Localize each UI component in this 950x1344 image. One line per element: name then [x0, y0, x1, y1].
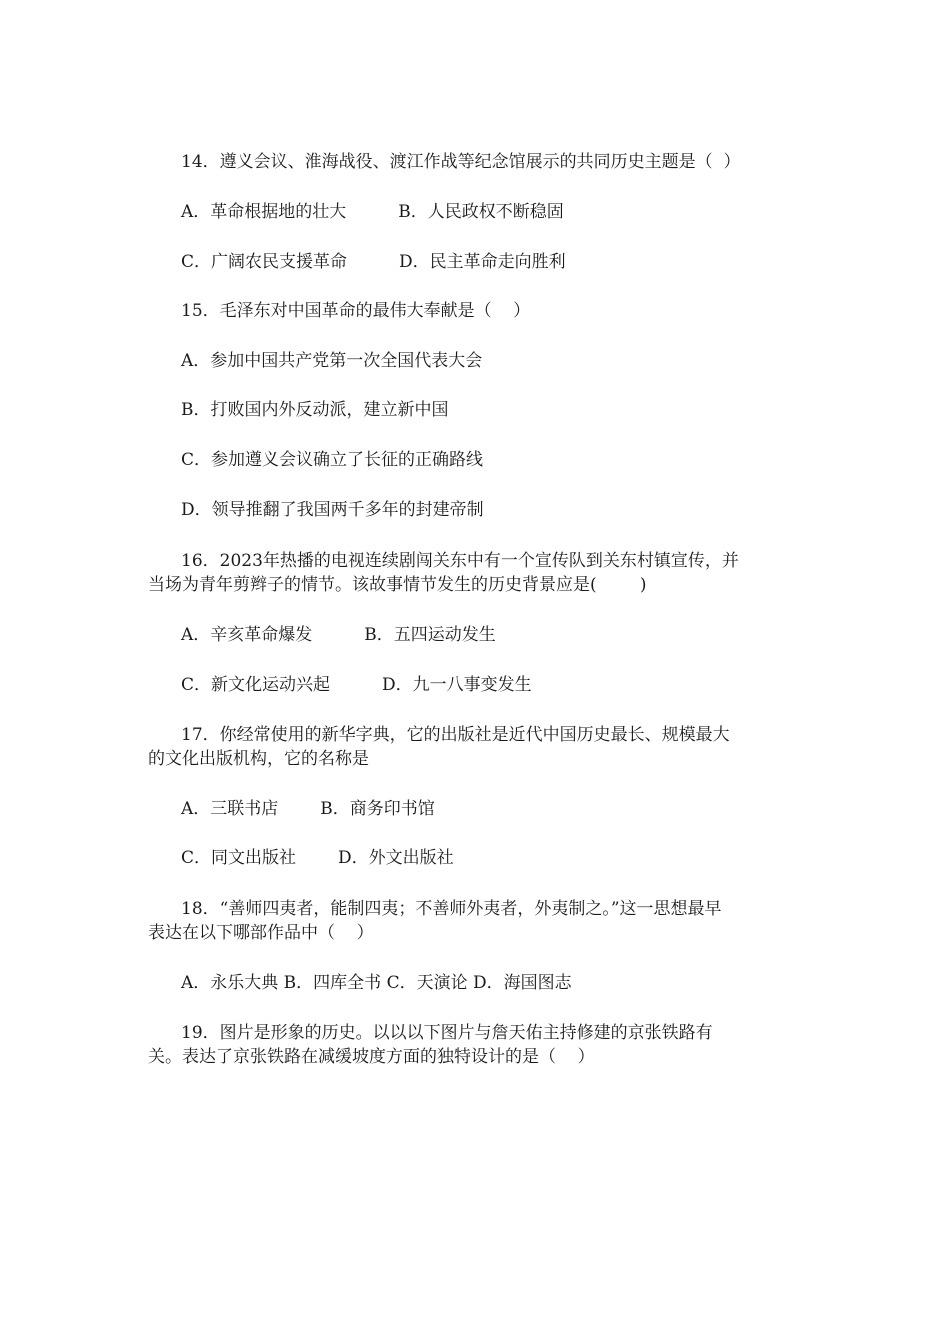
question-19-stem-line-1: 19．图片是形象的历史。以以以下图片与詹天佑主持修建的京张铁路有 [181, 1023, 713, 1043]
option-d: D．外文出版社 [338, 848, 454, 868]
option-c: C．新文化运动兴起 [181, 675, 331, 695]
question-15-option-c: C．参加遵义会议确立了长征的正确路线 [181, 450, 484, 470]
question-15-option-d: D．领导推翻了我国两千多年的封建帝制 [181, 500, 484, 520]
question-17-stem-line-1: 17．你经常使用的新华字典，它的出版社是近代中国历史最长、规模最大 [181, 725, 730, 745]
question-16-options-row-2 [181, 673, 532, 697]
question-17-stem-line-2: 的文化出版机构，它的名称是 [148, 749, 369, 769]
option-a: A．三联书店 [181, 799, 279, 819]
question-18-options: A．永乐大典 B．四库全书 C．天演论 D．海国图志 [181, 973, 572, 993]
option-b: B．商务印书馆 [320, 799, 435, 819]
option-a: A．辛亥革命爆发 [181, 625, 313, 645]
option-d: D．民主革命走向胜利 [399, 252, 566, 272]
option-c: C．同文出版社 [181, 848, 297, 868]
question-15-option-a: A．参加中国共产党第一次全国代表大会 [181, 351, 483, 371]
question-16-stem-line-1: 16．2023年热播的电视连续剧闯关东中有一个宣传队到关东村镇宣传，并 [181, 551, 739, 571]
question-14-stem: 14．遵义会议、淮海战役、渡江作战等纪念馆展示的共同历史主题是（ ） [181, 152, 741, 172]
option-d: D．九一八事变发生 [382, 675, 532, 695]
option-c: C．广阔农民支援革命 [181, 252, 348, 272]
question-17-options-row-2 [181, 846, 454, 870]
option-b: B．人民政权不断稳固 [398, 202, 564, 222]
option-a: A．革命根据地的壮大 [181, 202, 347, 222]
question-16-options-row-1 [181, 623, 496, 647]
question-15-stem: 15．毛泽东对中国革命的最伟大奉献是（ ） [181, 301, 531, 321]
question-19-stem-line-2: 关。表达了京张铁路在减缓坡度方面的独特设计的是（ ） [148, 1047, 595, 1067]
question-17-options-row-1 [181, 797, 435, 821]
question-14-options-row-1 [181, 200, 564, 224]
question-14-options-row-2 [181, 250, 566, 274]
option-b: B．五四运动发生 [364, 625, 496, 645]
question-16-stem-line-2: 当场为青年剪辫子的情节。该故事情节发生的历史背景应是( ) [148, 575, 647, 595]
question-15-option-b: B．打败国内外反动派，建立新中国 [181, 400, 449, 420]
question-18-stem-line-1: 18．“善师四夷者，能制四夷；不善师外夷者，外夷制之。”这一思想最早 [181, 899, 722, 919]
question-18-stem-line-2: 表达在以下哪部作品中（ ） [148, 923, 374, 943]
